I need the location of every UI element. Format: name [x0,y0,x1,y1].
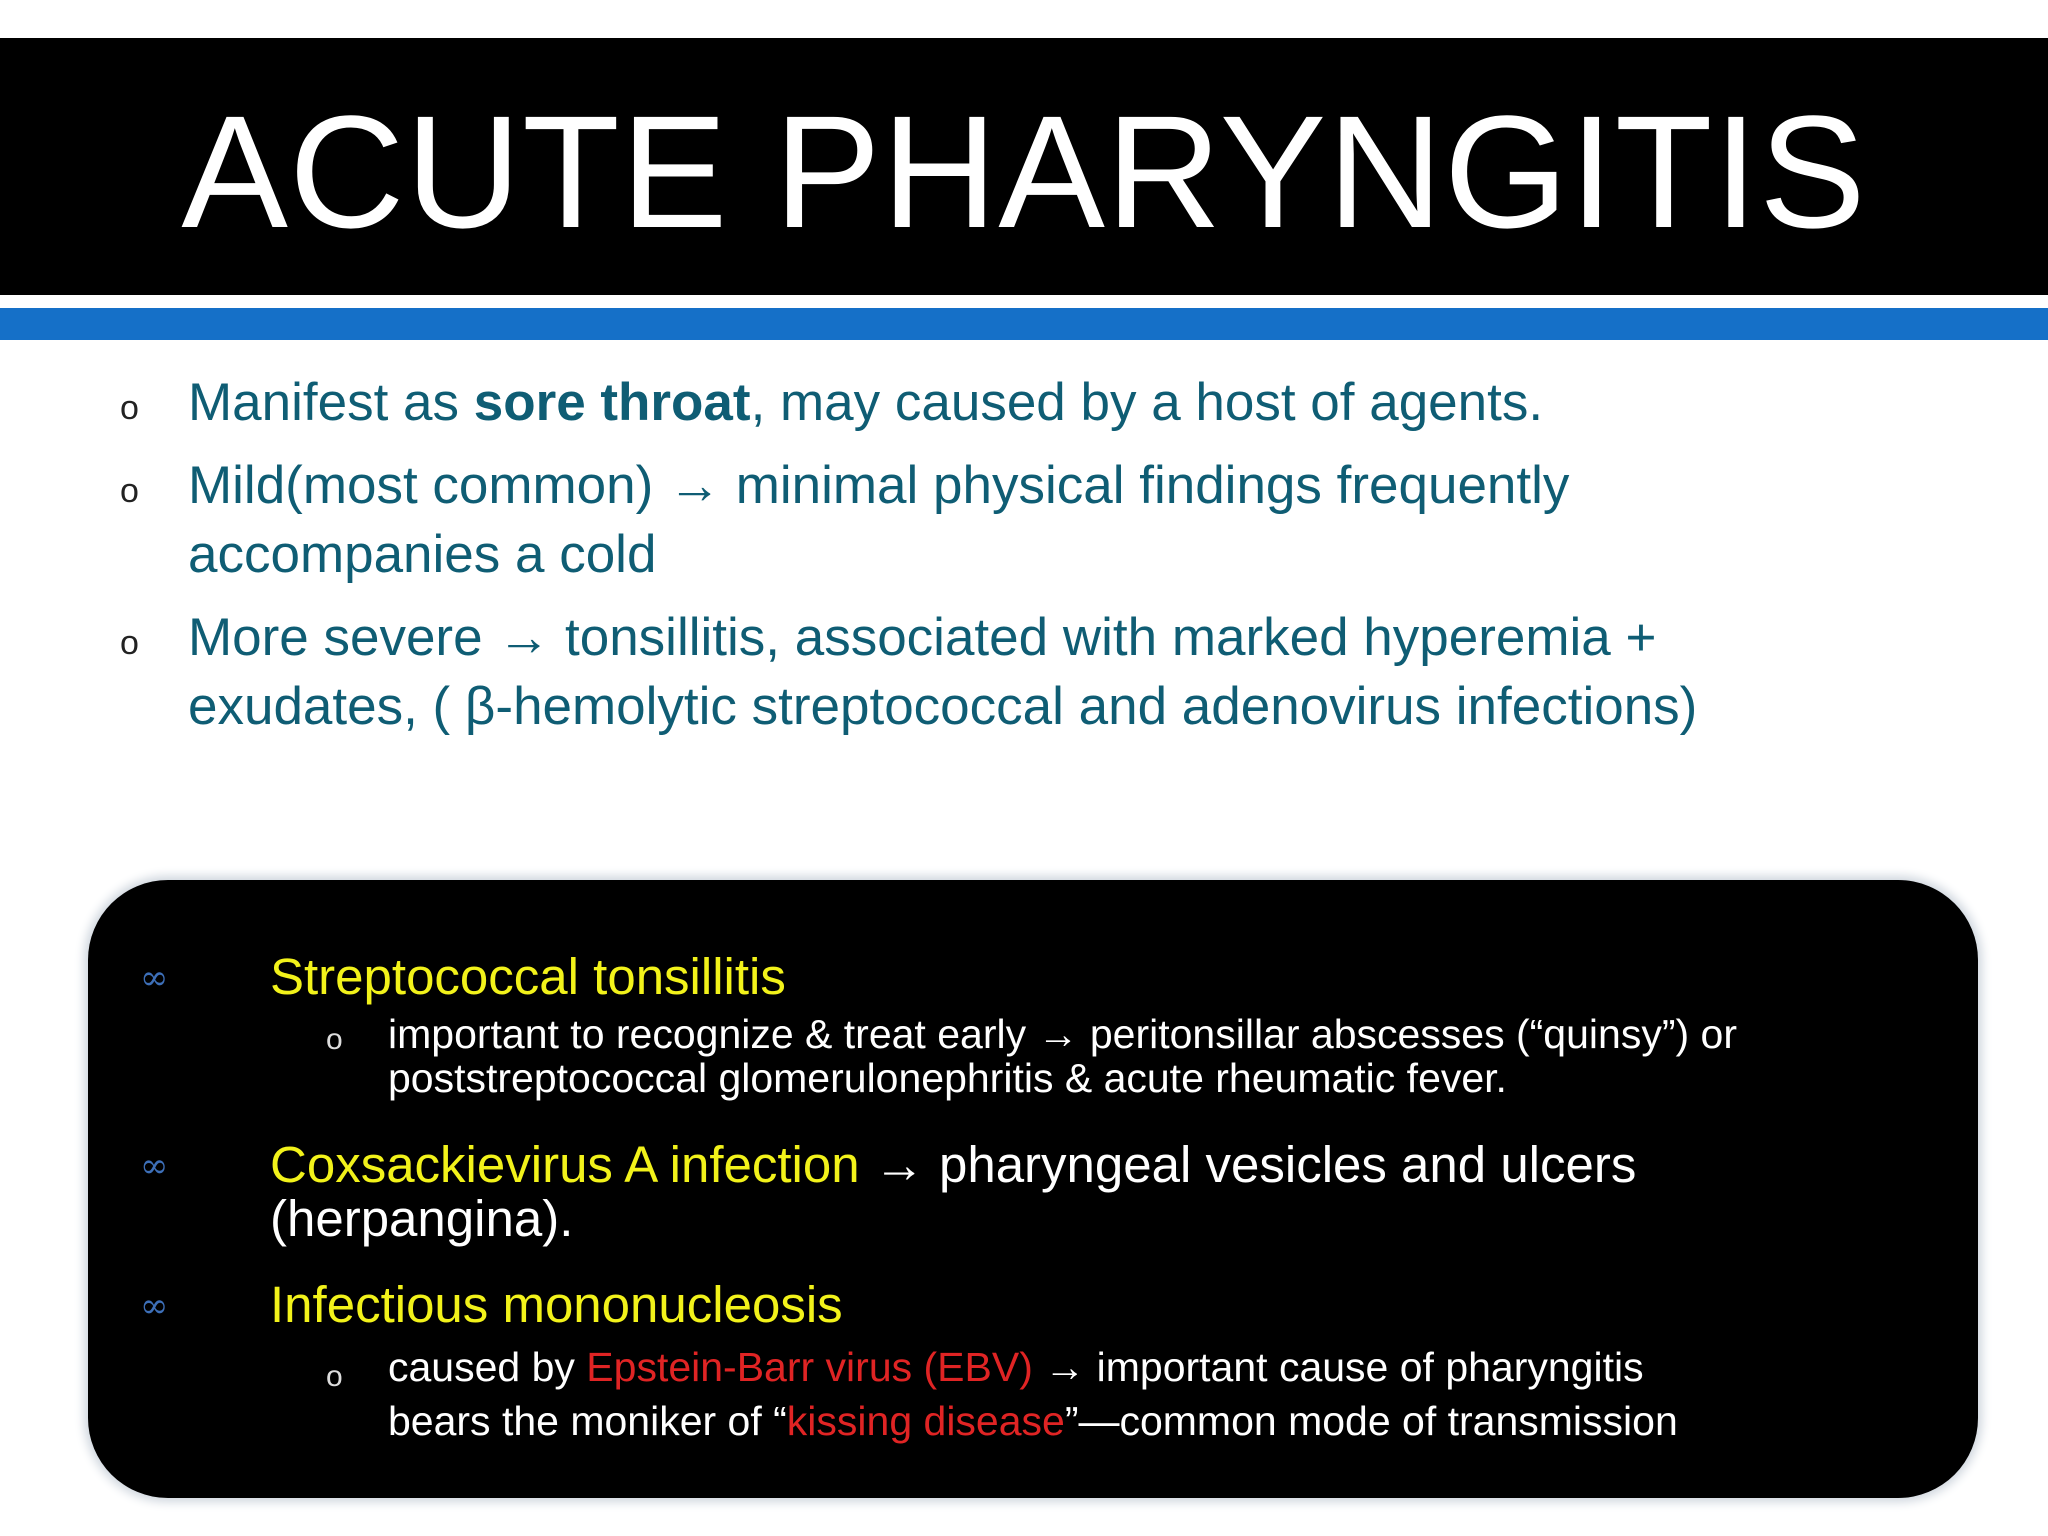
text: ”—common mode of transmission [1064,1398,1678,1444]
bullet-text-line: accompanies a cold [188,525,657,584]
bullet-text: , may caused by a host of agents. [750,373,1544,432]
slide-title: ACUTE PHARYNGITIS [181,81,1867,261]
bullet-marker: o [120,472,139,510]
bullet-text-line: More severe → tonsillitis, associated with marked hyperemia + [188,608,1657,667]
bullet-text-line: Mild(most common) → minimal physical findings frequently [188,456,1570,515]
text: → important cause of pharyngitis [1032,1344,1644,1390]
main-bullet-list [120,368,2000,755]
strep-heading: Streptococcal tonsillitis [270,948,786,1005]
strep-detail-line: poststreptococcal glomerulonephritis & acute rheumatic fever. [388,1055,1507,1101]
bullet-mild [120,451,2000,589]
mono-detail [326,1340,1948,1448]
coxsackie-heading-rest: → pharyngeal vesicles and ulcers [859,1136,1637,1193]
text: caused by [388,1344,587,1390]
bullet-text: Manifest as [188,373,474,432]
bullet-text-line: exudates, ( β-hemolytic streptococcal and adenovirus infections) [188,677,1698,736]
infinity-loop-icon: ∞ [140,1286,169,1326]
mono-detail-line [388,1394,1948,1448]
bullet-sore-throat [120,368,2000,437]
bullet-marker: o [120,389,139,427]
coxsackie-heading [270,1138,1870,1246]
bullet-severe [120,603,2000,741]
bullet-marker: o [120,624,139,662]
mono-detail-line [388,1340,1948,1394]
coxsackie-heading-line2: (herpangina). [270,1190,574,1247]
blue-divider [0,308,2048,340]
strep-detail [326,1011,1948,1101]
coxsackie-heading-name: Coxsackievirus A infection [270,1136,860,1193]
infinity-loop-icon: ∞ [140,958,169,998]
causes-panel [88,880,1978,1498]
title-bar [0,38,2048,295]
sub-bullet-marker: o [326,1023,343,1056]
infinity-loop-icon: ∞ [140,1146,169,1186]
mono-heading: Infectious mononucleosis [270,1276,843,1333]
ebv-highlight: Epstein-Barr virus (EBV) [586,1344,1033,1390]
text: bears the moniker of “ [388,1398,787,1444]
bullet-bold-text: sore throat [473,373,751,432]
strep-detail-line: important to recognize & treat early → peritonsillar abscesses (“quinsy”) or [388,1011,1737,1057]
sub-bullet-marker: o [326,1360,343,1393]
kissing-disease-highlight: kissing disease [786,1398,1065,1444]
